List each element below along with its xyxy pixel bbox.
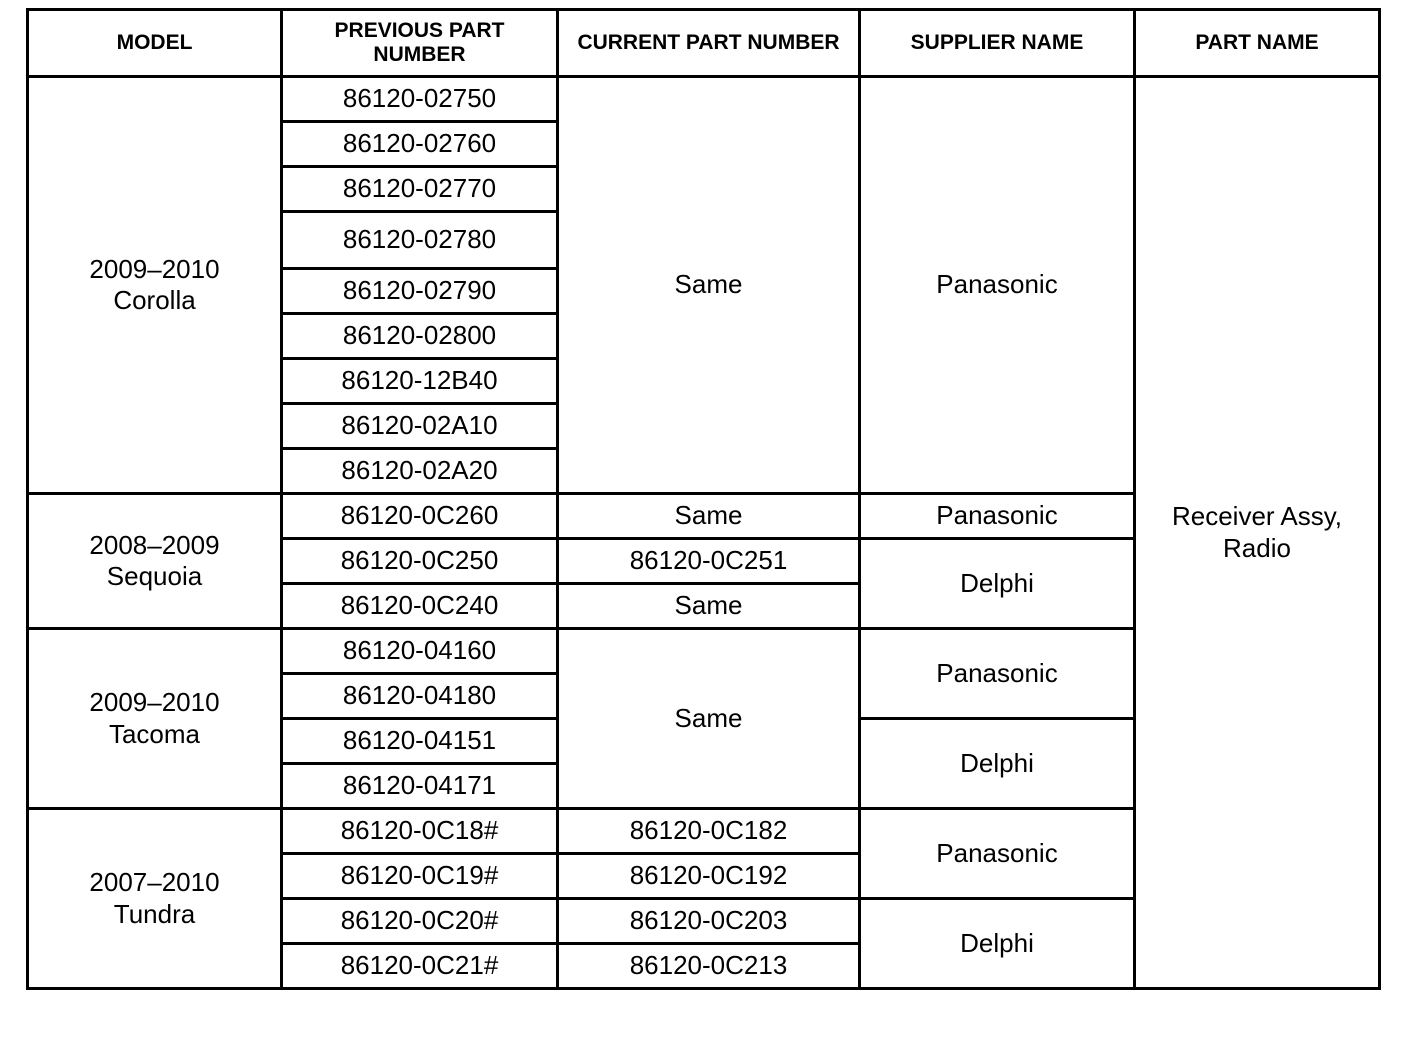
supplier-name: Delphi [860, 719, 1135, 809]
header-model: MODEL [28, 10, 282, 77]
model-cell-corolla [28, 77, 282, 494]
previous-part-number: 86120-02760 [282, 122, 558, 167]
previous-part-number: 86120-04151 [282, 719, 558, 764]
current-part-number: Same [558, 77, 860, 494]
model-years: 2009–2010 [89, 687, 220, 718]
model-cell-sequoia [28, 494, 282, 629]
model-name: Sequoia [106, 561, 203, 591]
current-part-number: Same [558, 584, 860, 629]
model-years: 2007–2010 [89, 867, 220, 898]
previous-part-number: 86120-02A10 [282, 404, 558, 449]
current-part-number: 86120-0C203 [558, 899, 860, 944]
previous-part-number: 86120-0C21# [282, 944, 558, 989]
previous-part-number: 86120-02790 [282, 269, 558, 314]
current-part-number: Same [558, 494, 860, 539]
model-name: Tundra [113, 898, 196, 929]
previous-part-number: 86120-02750 [282, 77, 558, 122]
header-part-name: PART NAME [1135, 10, 1380, 77]
previous-part-number: 86120-02780 [282, 212, 558, 269]
current-part-number: 86120-0C182 [558, 809, 860, 854]
part-name-cell [1135, 77, 1380, 989]
supplier-name: Panasonic [860, 494, 1135, 539]
parts-table [26, 8, 1381, 990]
model-cell-tacoma [28, 629, 282, 809]
supplier-name: Delphi [860, 899, 1135, 989]
supplier-name: Panasonic [860, 809, 1135, 899]
previous-part-number: 86120-02A20 [282, 449, 558, 494]
model-years: 2008–2009 [89, 529, 220, 560]
model-name: Corolla [113, 285, 196, 315]
part-name-line1: Receiver Assy, [1171, 501, 1342, 532]
previous-part-number: 86120-0C20# [282, 899, 558, 944]
previous-part-number: 86120-04160 [282, 629, 558, 674]
current-part-number: 86120-0C192 [558, 854, 860, 899]
previous-part-number: 86120-0C18# [282, 809, 558, 854]
header-previous-line2: NUMBER [373, 43, 466, 66]
model-years: 2009–2010 [89, 253, 220, 284]
current-part-number: 86120-0C251 [558, 539, 860, 584]
supplier-name: Delphi [860, 539, 1135, 629]
model-name: Tacoma [108, 718, 201, 749]
header-previous-line1: PREVIOUS PART [334, 18, 505, 42]
part-name-line2: Radio [1223, 532, 1291, 563]
table-row [28, 77, 1380, 122]
header-current-part-number: CURRENT PART NUMBER [558, 10, 860, 77]
previous-part-number: 86120-12B40 [282, 359, 558, 404]
header-previous-part-number [282, 10, 558, 77]
header-row [28, 10, 1380, 77]
supplier-name: Panasonic [860, 77, 1135, 494]
current-part-number: 86120-0C213 [558, 944, 860, 989]
header-supplier-name: SUPPLIER NAME [860, 10, 1135, 77]
current-part-number: Same [558, 629, 860, 809]
previous-part-number: 86120-04180 [282, 674, 558, 719]
previous-part-number: 86120-0C240 [282, 584, 558, 629]
previous-part-number: 86120-0C19# [282, 854, 558, 899]
previous-part-number: 86120-02800 [282, 314, 558, 359]
model-cell-tundra [28, 809, 282, 989]
supplier-name: Panasonic [860, 629, 1135, 719]
previous-part-number: 86120-02770 [282, 167, 558, 212]
previous-part-number: 86120-0C260 [282, 494, 558, 539]
previous-part-number: 86120-0C250 [282, 539, 558, 584]
previous-part-number: 86120-04171 [282, 764, 558, 809]
